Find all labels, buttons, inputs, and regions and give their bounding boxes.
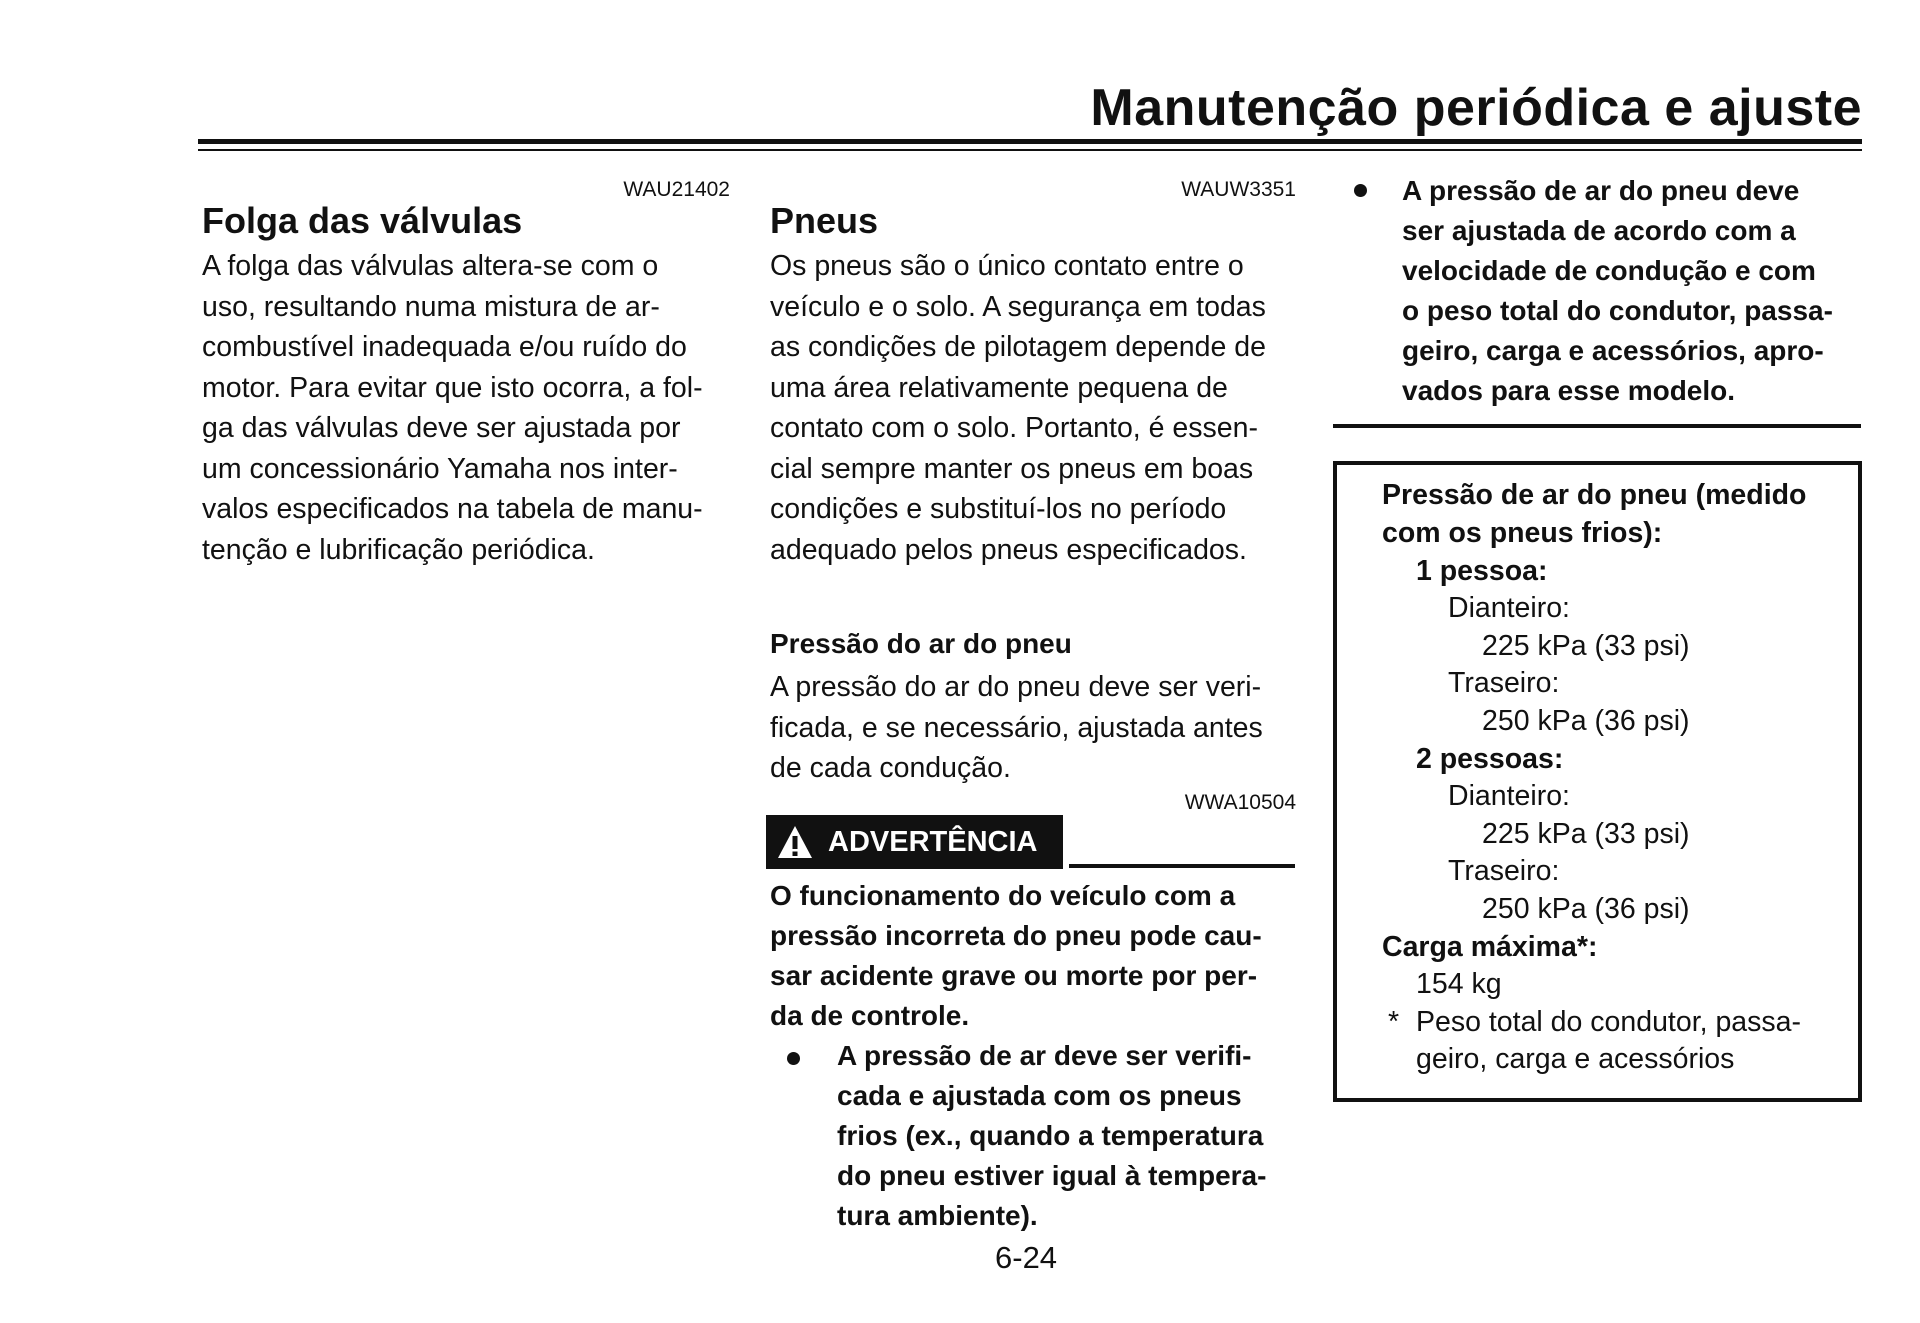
text-line: tura ambiente).: [837, 1200, 1038, 1231]
spec-rear-value: 250 kPa (36 psi): [1482, 705, 1690, 737]
warning-text: [770, 876, 1295, 1036]
section-code-valves: WAU21402: [623, 178, 730, 201]
section-code-tires: WAUW3351: [1181, 178, 1296, 201]
spec-two-people: 2 pessoas:: [1416, 743, 1564, 775]
spec-front-value: 225 kPa (33 psi): [1482, 818, 1690, 850]
spec-title: Pressão de ar do pneu (medido: [1382, 479, 1807, 511]
text-line: do pneu estiver igual à tempera-: [837, 1160, 1267, 1191]
warning-bullet-text: [837, 1036, 1295, 1236]
pressure-adjust-bullet-text: [1402, 171, 1862, 411]
text-line: A pressão de ar do pneu deve: [1402, 175, 1800, 206]
spec-footnote-mark: *: [1388, 1006, 1400, 1038]
text-line: adequado pelos pneus especificados.: [770, 533, 1247, 566]
spec-title-cont: com os pneus frios):: [1382, 517, 1663, 549]
text-line: combustível inadequada e/ou ruído do: [202, 331, 687, 363]
section-divider: [1333, 424, 1861, 428]
text-line: frios (ex., quando a temperatura: [837, 1120, 1264, 1151]
text-line: motor. Para evitar que isto ocorra, a fol-: [202, 371, 703, 404]
spec-front-value: 225 kPa (33 psi): [1482, 630, 1690, 662]
text-line: geiro, carga e acessórios, apro-: [1402, 335, 1824, 366]
text-line: Os pneus são o único contato entre o: [770, 250, 1244, 282]
warning-underline: [1069, 864, 1295, 868]
text-line: uso, resultando numa mistura de ar-: [202, 290, 660, 323]
warning-code: WWA10504: [1184, 791, 1296, 814]
spec-max-load-label: Carga máxima*:: [1382, 931, 1598, 963]
text-line: A pressão do ar do pneu deve ser veri-: [770, 671, 1262, 703]
page-header-title: Manutenção periódica e ajuste: [1090, 79, 1862, 137]
text-line: uma área relativamente pequena de: [770, 371, 1228, 404]
spec-front-label: Dianteiro:: [1448, 592, 1570, 624]
heading-valve-clearance: Folga das válvulas: [202, 200, 523, 241]
text-line: veículo e o solo. A segurança em todas: [770, 290, 1266, 323]
spec-rear-label: Traseiro:: [1448, 667, 1560, 699]
spec-max-load-value: 154 kg: [1416, 968, 1502, 1000]
tires-paragraph: [770, 246, 1295, 570]
spec-rear-value: 250 kPa (36 psi): [1482, 893, 1690, 925]
text-line: o peso total do condutor, passa-: [1402, 295, 1833, 326]
spec-one-person: 1 pessoa:: [1416, 555, 1548, 587]
bullet-icon: [1354, 184, 1367, 197]
spec-footnote-cont: geiro, carga e acessórios: [1416, 1043, 1735, 1075]
text-line: cada e ajustada com os pneus: [837, 1080, 1242, 1111]
valve-clearance-paragraph: [202, 246, 730, 570]
text-line: um concessionário Yamaha nos inter-: [202, 452, 678, 485]
text-line: pressão incorreta do pneu pode cau-: [770, 920, 1262, 951]
header-rule-thick: [198, 139, 1862, 144]
text-line: cial sempre manter os pneus em boas: [770, 452, 1254, 485]
text-line: A pressão de ar deve ser verifi-: [837, 1040, 1252, 1071]
spec-footnote: Peso total do condutor, passa-: [1416, 1006, 1802, 1038]
spec-rear-label: Traseiro:: [1448, 855, 1560, 887]
text-line: as condições de pilotagem depende de: [770, 331, 1266, 363]
warning-label: [766, 815, 1063, 869]
text-line: da de controle.: [770, 1000, 970, 1031]
text-line: ga das válvulas deve ser ajustada por: [202, 412, 681, 444]
warning-triangle-icon: [776, 824, 814, 860]
heading-tires: Pneus: [770, 200, 879, 241]
text-line: ficada, e se necessário, ajustada antes: [770, 711, 1263, 744]
header-rule-thin: [198, 149, 1862, 151]
warning-label-text: ADVERTÊNCIA: [828, 825, 1038, 858]
bullet-icon: [787, 1052, 800, 1065]
text-line: condições e substituí-los no período: [770, 493, 1227, 525]
text-line: O funcionamento do veículo com a: [770, 880, 1236, 911]
text-line: valos especificados na tabela de manu-: [202, 493, 703, 525]
page-number: 6-24: [995, 1240, 1058, 1275]
text-line: contato com o solo. Portanto, é essen-: [770, 412, 1258, 444]
subheading-tire-pressure: Pressão do ar do pneu: [770, 628, 1072, 659]
text-line: vados para esse modelo.: [1402, 375, 1736, 406]
text-line: ser ajustada de acordo com a: [1402, 215, 1796, 246]
text-line: A folga das válvulas altera-se com o: [202, 250, 659, 282]
text-line: tenção e lubrificação periódica.: [202, 533, 595, 566]
tire-pressure-paragraph: [770, 667, 1295, 789]
spec-front-label: Dianteiro:: [1448, 780, 1570, 812]
text-line: de cada condução.: [770, 752, 1011, 784]
text-line: velocidade de condução e com: [1402, 255, 1816, 286]
text-line: sar acidente grave ou morte por per-: [770, 960, 1258, 991]
